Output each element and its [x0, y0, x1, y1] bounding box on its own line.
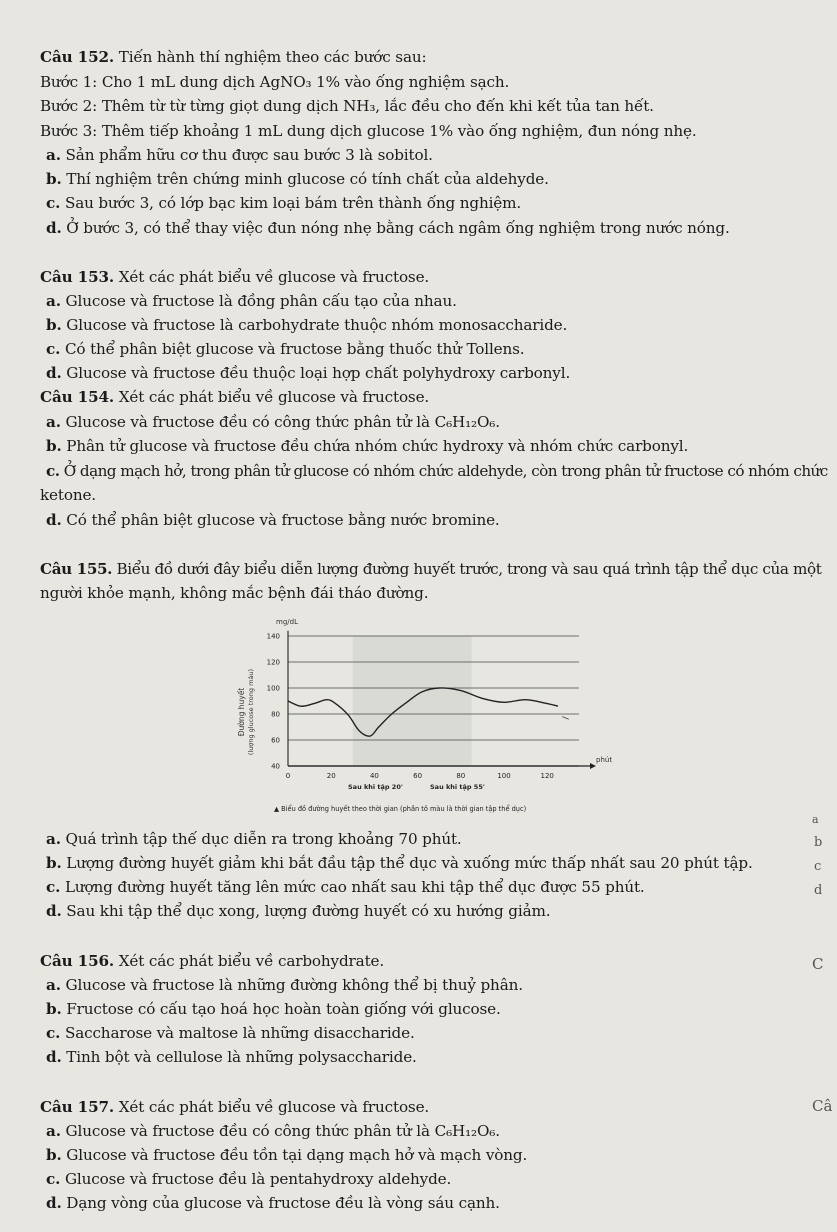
q157-option-c: c. Glucose và fructose đều là pentahydroxy aldehyde.	[46, 1170, 452, 1188]
x-tick-label: 120	[540, 772, 554, 780]
q155-option-c: c. Lượng đường huyết tăng lên mức cao nhất sau khi tập thể dục được 55 phút.	[46, 878, 645, 896]
q154-option-d: d. Có thể phân biệt glucose và fructose bằng nước bromine.	[46, 511, 500, 529]
y-tick-label: 100	[266, 684, 280, 693]
y-tick-label: 60	[271, 736, 280, 745]
q153-option-c: c. Có thể phân biệt glucose và fructose bằng thuốc thử Tollens.	[46, 340, 525, 358]
margin-letter-1: a	[812, 813, 819, 826]
x-tick-label: 20	[326, 772, 336, 780]
chart-ylabel: Đường huyết	[237, 687, 246, 737]
margin-letter-4: d	[814, 883, 823, 898]
q157-stem: Câu 157. Xét các phát biểu về glucose và fructose.	[40, 1098, 430, 1116]
q155-stem-cont: người khỏe mạnh, không mắc bệnh đái tháo đường.	[40, 584, 429, 602]
q152-stem: Câu 152. Tiến hành thí nghiệm theo các bước sau:	[40, 48, 427, 66]
q157-option-a: a. Glucose và fructose đều có công thức phân tử là C₆H₁₂O₆.	[46, 1122, 500, 1140]
q155-option-b: b. Lượng đường huyết giảm khi bắt đầu tập thể dục và xuống mức thấp nhất sau 20 phút tập.	[46, 854, 753, 872]
q154-option-a: a. Glucose và fructose đều có công thức phân tử là C₆H₁₂O₆.	[46, 413, 500, 431]
q155-option-d: d. Sau khi tập thể dục xong, lượng đường huyết có xu hướng giảm.	[46, 902, 551, 920]
margin-letter-5: C	[812, 955, 824, 973]
q153-option-b: b. Glucose và fructose là carbohydrate thuộc nhóm monosaccharide.	[46, 316, 568, 334]
q154-option-b: b. Phân tử glucose và fructose đều chứa nhóm chức hydroxy và nhóm chức carbonyl.	[46, 437, 689, 455]
q153-stem: Câu 153. Xét các phát biểu về glucose và fructose.	[40, 268, 430, 286]
q152-step2: Bước 2: Thêm từ từ từng giọt dung dịch NH₃, lắc đều cho đến khi kết tủa tan hết.	[40, 97, 654, 115]
q153-option-a: a. Glucose và fructose là đồng phân cấu tạo của nhau.	[46, 292, 457, 310]
chart-svg	[224, 602, 624, 828]
q155-stem: Câu 155. Biểu đồ dưới đây biểu diễn lượng đường huyết trước, trong và sau quá trình tập thể dục của một	[40, 560, 822, 578]
q152-option-b: b. Thí nghiệm trên chứng minh glucose có tính chất của aldehyde.	[46, 170, 549, 188]
margin-letter-2: b	[814, 835, 823, 850]
chart-marker-55: Sau khi tập 55'	[430, 783, 485, 791]
y-tick-label: 80	[271, 710, 280, 719]
y-tick-label: 140	[266, 632, 280, 641]
line-end-mark	[562, 717, 568, 720]
q156-option-b: b. Fructose có cấu tạo hoá học hoàn toàn giống với glucose.	[46, 1000, 501, 1018]
q153-option-d: d. Glucose và fructose đều thuộc loại hợp chất polyhydroxy carbonyl.	[46, 364, 571, 382]
q152-option-a: a. Sản phẩm hữu cơ thu được sau bước 3 là sobitol.	[46, 146, 433, 164]
chart-caption: ▲ Biểu đồ đường huyết theo thời gian (phần tô màu là thời gian tập thể dục)	[274, 805, 527, 813]
q156-stem: Câu 156. Xét các phát biểu về carbohydrate.	[40, 952, 385, 970]
q157-option-d: d. Dạng vòng của glucose và fructose đều là vòng sáu cạnh.	[46, 1194, 500, 1212]
margin-letter-3: c	[814, 859, 822, 874]
x-tick-label: 100	[497, 772, 511, 780]
q156-option-c: c. Saccharose và maltose là những disaccharide.	[46, 1024, 415, 1042]
q157-option-b: b. Glucose và fructose đều tồn tại dạng mạch hở và mạch vòng.	[46, 1146, 528, 1164]
blood-glucose-chart	[224, 602, 624, 828]
q152-option-d: d. Ở bước 3, có thể thay việc đun nóng nhẹ bằng cách ngâm ống nghiệm trong nước nóng.	[46, 219, 730, 237]
exercise-shaded-region	[353, 636, 472, 766]
q155-option-a: a. Quá trình tập thế dục diễn ra trong khoảng 70 phút.	[46, 830, 462, 848]
q156-option-d: d. Tinh bột và cellulose là những polysaccharide.	[46, 1048, 417, 1066]
chart-unit: mg/dL	[276, 618, 298, 626]
q152-step1: Bước 1: Cho 1 mL dung dịch AgNO₃ 1% vào ống nghiệm sạch.	[40, 73, 510, 91]
chart-xunit: phút	[596, 756, 613, 764]
chart-marker-20: Sau khi tập 20'	[348, 783, 403, 791]
q156-option-a: a. Glucose và fructose là những đường không thể bị thuỷ phân.	[46, 976, 523, 994]
x-tick-label: 40	[369, 772, 379, 780]
x-tick-label: 80	[456, 772, 466, 780]
q152-option-c: c. Sau bước 3, có lớp bạc kim loại bám trên thành ống nghiệm.	[46, 194, 522, 212]
q154-option-c: c. Ở dạng mạch hở, trong phân tử glucose có nhóm chức aldehyde, còn trong phân tử fructose có nhóm chức	[46, 462, 828, 480]
margin-letter-6: Câ	[812, 1097, 833, 1115]
chart-ylabel-sub: (lượng glucose trong máu)	[247, 668, 255, 756]
y-tick-label: 40	[271, 762, 280, 771]
x-tick-label: 60	[413, 772, 423, 780]
q154-option-c-cont: ketone.	[40, 486, 96, 504]
q152-step3: Bước 3: Thêm tiếp khoảng 1 mL dung dịch glucose 1% vào ống nghiệm, đun nóng nhẹ.	[40, 122, 697, 140]
y-tick-label: 120	[266, 658, 280, 667]
x-tick-label: 0	[285, 772, 291, 780]
q154-stem: Câu 154. Xét các phát biểu về glucose và fructose.	[40, 388, 430, 406]
